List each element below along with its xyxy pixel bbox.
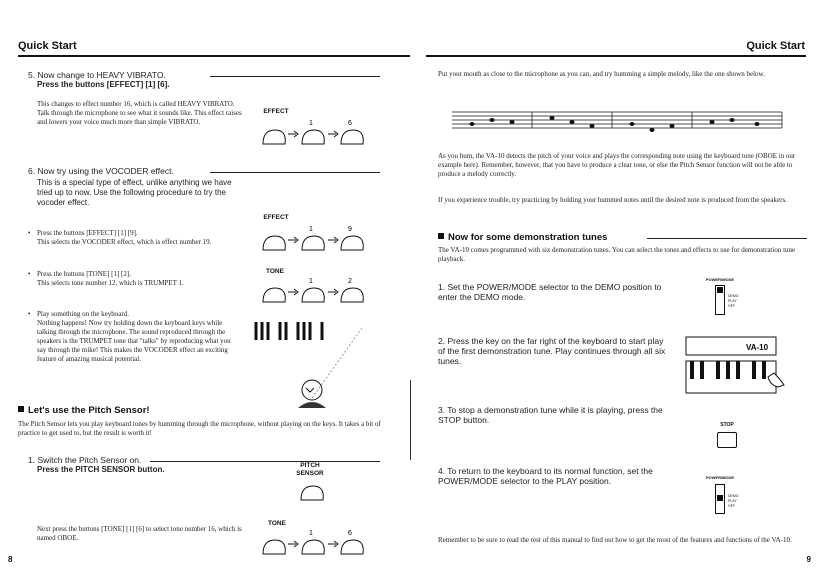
power-mode-label-1: POWER/MODE — [705, 277, 735, 282]
button-press-diagram-1 — [258, 116, 368, 148]
button-press-diagram-4 — [258, 526, 368, 558]
stop-button — [717, 432, 737, 448]
selector-1-option-play: PLAY — [728, 299, 737, 303]
step5-title: 5. Now change to HEAVY VIBRATO. — [28, 70, 166, 80]
pitch-step1-rule — [150, 461, 380, 462]
bullet2-text: This selects tone number 12, which is TRUMPET 1. — [37, 279, 184, 287]
power-mode-selector-2 — [715, 484, 725, 514]
bullet2-key-1: 1 — [309, 278, 313, 285]
display-readout: VA-10 — [746, 343, 769, 352]
demo-section-title: Now for some demonstration tunes — [448, 232, 608, 243]
pitch-next: Next press the buttons [TONE] [1] [6] to select tone number 16, which is named OBOE. — [37, 525, 242, 542]
pitch-key-1: 1 — [309, 530, 313, 537]
section-square-icon — [18, 406, 24, 412]
bullet1-head: Press the buttons [EFFECT] [1] [9]. — [37, 229, 138, 237]
pitch-step1-title: 1. Switch the Pitch Sensor on. — [28, 455, 142, 465]
left-header-rule — [18, 55, 410, 57]
pitch-intro: The Pitch Sensor lets you play keyboard tones by humming through the microphone, without playing on the keys. It takes a bit of practice to get used to, but the result is worth it! — [18, 420, 381, 437]
selector-2-option-demo: DEMO — [728, 494, 739, 498]
melody-staff-icon — [452, 104, 782, 144]
pitch-key-2: 6 — [348, 530, 352, 537]
step6-title: 6. Now try using the VOCODER effect. — [28, 166, 174, 176]
bullet1-key-1: 1 — [309, 226, 313, 233]
tone-label-1: TONE — [266, 268, 284, 275]
demo-step3: 3. To stop a demonstration tune while it is playing, press the STOP button. — [438, 405, 663, 425]
left-page-number: 8 — [8, 555, 13, 564]
selector-1-option-off: OFF — [728, 304, 735, 308]
keyboard-demo-illustration — [678, 337, 788, 399]
pitch-step1-sub: Press the PITCH SENSOR button. — [37, 465, 165, 474]
right-header: Quick Start — [746, 40, 805, 52]
power-mode-label-2: POWER/MODE — [705, 475, 735, 480]
button-press-diagram-2 — [258, 222, 368, 254]
right-header-rule — [426, 55, 806, 57]
section-square-icon-2 — [438, 233, 444, 239]
bullet3-text: Nothing happens! Now try holding down the keyboard keys while talking through the microphone. The sound reproduced through the speakers is the TRUMPET tone that "talks" by reproducing what you say through the mike! This makes the VOCODER effect an exciting feature of amazing musical potential. — [37, 319, 231, 363]
step5-rule — [210, 76, 380, 77]
power-mode-selector-1 — [715, 285, 725, 315]
selector-1-option-demo: DEMO — [728, 294, 739, 298]
tone-label-2: TONE — [268, 520, 286, 527]
step5-key-1: 1 — [309, 120, 313, 127]
demo-rule — [647, 238, 807, 239]
right-para3: If you experience trouble, try practicing by holding your hummed notes until the desired note is produced from the speakers. — [438, 196, 787, 204]
right-intro: Put your mouth as close to the microphone as you can, and try humming a simple melody, like the one shown below. — [438, 70, 765, 78]
step6-rule — [210, 172, 380, 173]
bullet3-head: Play something on the keyboard. — [37, 310, 129, 318]
demo-step4: 4. To return to the keyboard to its normal function, set the POWER/MODE selector to the PLAY position. — [438, 466, 653, 486]
demo-step2: 2. Press the key on the far right of the keyboard to start play of the first demonstration tune. Play continues through all six tunes. — [438, 336, 666, 366]
page-divider — [410, 380, 411, 460]
selector-2-option-off: OFF — [728, 504, 735, 508]
demo-intro: The VA-10 comes programmed with six demonstration tunes. You can select the tones and effects to use for demonstration tune playback. — [438, 246, 796, 263]
right-page-number: 9 — [806, 555, 811, 564]
pitch-sensor-button-icon — [298, 478, 328, 502]
pitch-section-title: Let's use the Pitch Sensor! — [28, 405, 150, 416]
pitch-label-line2: SENSOR — [296, 470, 324, 477]
bullet1-key-2: 9 — [348, 226, 352, 233]
bullet2-key-2: 2 — [348, 278, 352, 285]
right-para2: As you hum, the VA-10 detects the pitch of your voice and plays the corresponding note using the keyboard tone (OBOE in our example here). Remember, however, that you have to produce a clear tone, or else the Pitch Sensor function will not be able to produce a melody correctly. — [438, 152, 796, 178]
step5-body: This changes to effect number 16, which is called HEAVY VIBRATO. Talk through the microphone to see what it sounds like. This effect raises and lowers your voice much more than simple VIBRATO. — [37, 100, 242, 126]
effect-label-1: EFFECT — [263, 108, 289, 115]
demo-step1: 1. Set the POWER/MODE selector to the DEMO position to enter the DEMO mode. — [438, 282, 662, 302]
left-page: Quick Start 5. Now change to HEAVY VIBRATO. Press the buttons [EFFECT] [1] [6]. This changes to effect number 16, which is called HEAVY VIBRATO. Talk through the microphone to see what it sounds like. This effect raises and lowers your voice much more than simple VIBRATO. EFFECT 1 6 6. Now try using the VOCODER effect. This is a special type of effect, unlike anything we have tried up to now. Use the following procedure to try the vocoder effect. EFFECT • Press the buttons [EFFECT] [1] [9]. This selects the VOCODER effect, which is effect number 19. 1 9 TONE • Press the buttons [TONE] [1] [2]. This selects tone number 12, which is TRUMPET 1. 1 2 • Play something on the keyboard. Nothing happens! Now try holding down the keyboard keys while talking through the microphone. The sound reproduced through the speakers is the TRUMPET tone that "talks" by reproducing what you say through the mike! This makes the VOCODER effect an exciting feature of amazing musical potential. Let's use the Pitch Sensor! The Pitch Sensor lets you play keyboard tones by humming through the microphone, without playing on the keys. It takes a bit of practice to get used to, but the result is worth it! 1. Switch the Pitch Sensor on. Press the PITCH SENSOR button. PITCH SENSOR Next press the buttons [TONE] [1] [6] to select tone number 16, which is named OBOE. TONE 1 6 8 — [0, 0, 410, 576]
bullet1-text: This selects the VOCODER effect, which is effect number 19. — [37, 238, 212, 246]
step5-key-2: 6 — [348, 120, 352, 127]
bullet2-head: Press the buttons [TONE] [1] [2]. — [37, 270, 131, 278]
step6-body: This is a special type of effect, unlike anything we have tried up to now. Use the following procedure to try the vocoder effect. — [37, 178, 232, 207]
right-page — [412, 0, 819, 576]
left-header: Quick Start — [18, 40, 77, 52]
effect-label-2: EFFECT — [263, 214, 289, 221]
closing-text: Remember to be sure to read the rest of this manual to find out how to get the most of the features and functions of the VA-10. — [438, 536, 792, 544]
button-press-diagram-3 — [258, 274, 368, 306]
selector-2-option-play: PLAY — [728, 499, 737, 503]
stop-label: STOP — [720, 422, 734, 428]
singer-keyboard-illustration — [252, 318, 402, 408]
pitch-label-line1: PITCH — [300, 462, 320, 469]
step5-sub: Press the buttons [EFFECT] [1] [6]. — [37, 80, 170, 89]
